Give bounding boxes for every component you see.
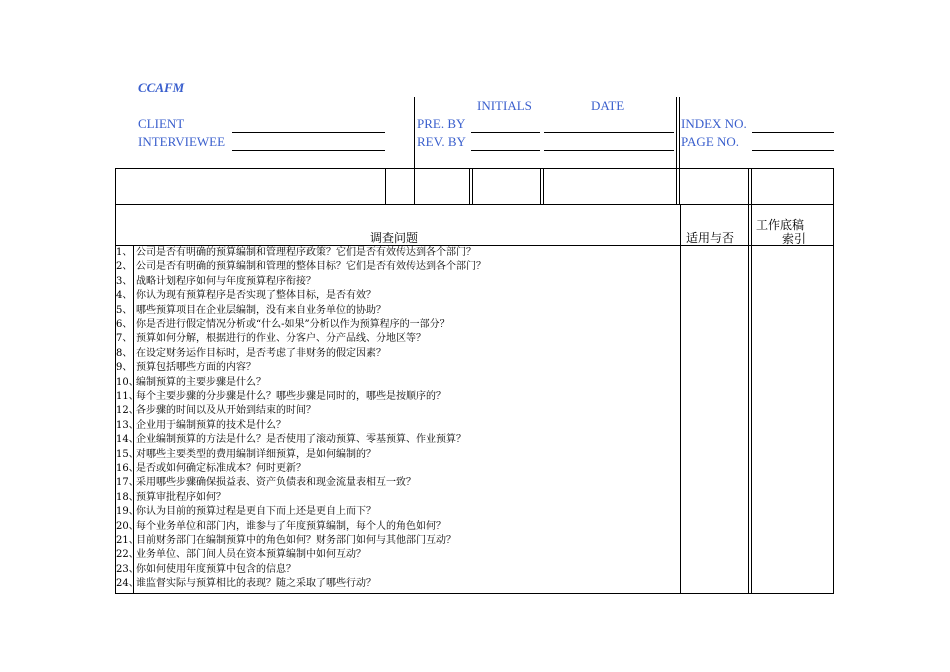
prepared-by-label: PRE. BY: [417, 116, 466, 131]
question-row: [116, 548, 366, 562]
question-row: [116, 563, 296, 577]
question-number: 13、: [116, 419, 139, 431]
question-text: 各步骤的时间以及从开始到结束的时间？: [136, 405, 316, 417]
question-text: 战略计划程序如何与年度预算程序衔接？: [136, 275, 316, 287]
question-row: [116, 534, 456, 548]
question-text: 你是否进行假定情况分析或“什么-如果”分析以作为预算程序的一部分？: [136, 319, 450, 330]
question-row: [116, 347, 386, 361]
reviewed-by-date-line[interactable]: [544, 150, 674, 151]
question-row: [116, 419, 286, 433]
question-text: 你认为现有预算程序是否实现了整体目标，是否有效？: [136, 290, 376, 302]
question-number: 5、: [116, 304, 133, 316]
interviewee-field-line[interactable]: [232, 150, 385, 151]
box-row-top: [115, 168, 834, 169]
question-number: 17、: [116, 477, 139, 489]
reviewed-by-label: REV. BY: [417, 134, 466, 149]
box-divider-4: [540, 168, 541, 204]
question-number: 14、: [116, 434, 139, 446]
interviewee-label: INTERVIEWEE: [138, 134, 226, 149]
question-number: 20、: [116, 520, 139, 532]
question-row: [116, 260, 486, 274]
question-text: 在设定财务运作目标时，是否考虑了非财务的假定因素？: [136, 347, 386, 359]
question-number: 22、: [116, 549, 139, 561]
question-row: [116, 361, 256, 375]
question-row: [116, 448, 376, 462]
question-number: 19、: [116, 506, 139, 518]
question-text: 预算如何分解，根据进行的作业、分客户、分产品线、分地区等？: [136, 333, 426, 345]
page-no-label: PAGE NO.: [681, 134, 740, 149]
question-text: 每个主要步骤的分步骤是什么？哪些步骤是同时的，哪些是按顺序的？: [136, 391, 446, 402]
question-row: [116, 390, 446, 404]
table-right-border: [833, 168, 834, 593]
box-divider-2: [469, 168, 470, 204]
question-row: [116, 318, 450, 332]
question-number: 1、: [116, 247, 133, 258]
header-divider-right-a: [676, 97, 677, 204]
question-row: [116, 275, 316, 289]
question-text: 对哪些主要类型的费用编制详细预算，是如何编制的？: [136, 448, 376, 460]
applicable-column-divider: [680, 204, 681, 593]
box-divider-1: [385, 168, 386, 204]
question-text: 预算审批程序如何？: [136, 491, 226, 503]
question-number: 12、: [116, 405, 139, 417]
header-divider-left: [414, 97, 415, 204]
column-question: 调查问题: [370, 231, 419, 245]
question-number: 6、: [116, 319, 133, 330]
box-divider-3: [472, 168, 473, 204]
initials-label: INITIALS: [477, 98, 532, 113]
box-divider-5: [543, 168, 544, 204]
question-row: [116, 520, 446, 534]
question-number: 8、: [116, 347, 133, 359]
question-row: [116, 577, 376, 591]
question-row: [116, 462, 306, 476]
question-text: 你如何使用年度预算中包含的信息？: [136, 563, 296, 575]
question-text: 谁监督实际与预算相比的表现？随之采取了哪些行动？: [136, 578, 376, 590]
question-row: [116, 376, 266, 390]
client-label: CLIENT: [138, 116, 185, 131]
question-row: [116, 332, 426, 346]
question-text: 你认为目前的预算过程是更自下而上还是更自上而下？: [136, 506, 376, 518]
question-row: [116, 289, 376, 303]
question-number: 18、: [116, 491, 139, 503]
question-text: 预算包括哪些方面的内容？: [136, 362, 256, 374]
question-row: [116, 304, 386, 318]
question-number: 21、: [116, 535, 139, 546]
column-workpaper-line2: 索引: [782, 232, 807, 246]
question-text: 公司是否有明确的预算编制和管理的整体目标？它们是否有效传达到各个部门？: [136, 261, 486, 273]
table-bottom-border: [115, 593, 834, 594]
question-number: 15、: [116, 448, 139, 460]
question-row: [116, 476, 416, 490]
question-number: 3、: [116, 275, 133, 287]
question-text: 公司是否有明确的预算编制和管理程序政策？它们是否有效传达到各个部门？: [136, 247, 476, 258]
client-field-line[interactable]: [232, 132, 385, 133]
question-row: [116, 404, 316, 418]
date-label: DATE: [591, 98, 625, 113]
question-row: [116, 246, 476, 260]
question-text: 目前财务部门在编制预算中的角色如何？财务部门如何与其他部门互动？: [136, 535, 456, 546]
question-number: 9、: [116, 362, 133, 374]
index-no-label: INDEX NO.: [681, 116, 747, 131]
question-row: [116, 505, 376, 519]
table-divider-workpaper-a: [748, 168, 749, 593]
prepared-by-date-line[interactable]: [544, 132, 674, 133]
question-text: 编制预算的主要步骤是什么？: [136, 376, 266, 388]
column-workpaper-line1: 工作底稿: [756, 218, 805, 232]
question-text: 企业编制预算的方法是什么？是否使用了滚动预算、零基预算、作业预算？: [136, 434, 466, 446]
question-row: [116, 433, 466, 447]
question-number: 24、: [116, 578, 139, 590]
brand-title: CCAFM: [138, 80, 185, 95]
question-number: 23、: [116, 563, 139, 575]
question-text: 哪些预算项目在企业层编制，没有来自业务单位的协助？: [136, 304, 386, 316]
question-number: 2、: [116, 261, 133, 273]
header-divider-right-b: [679, 97, 680, 204]
question-number: 7、: [116, 333, 133, 345]
question-text: 是否或如何确定标准成本？何时更新？: [136, 463, 306, 474]
column-applicable: 适用与否: [686, 231, 735, 245]
question-text: 业务单位、部门间人员在资本预算编制中如何互动？: [136, 549, 366, 561]
prepared-by-initials-line[interactable]: [471, 132, 540, 133]
question-number: 11、: [116, 391, 139, 402]
index-no-field-line[interactable]: [752, 132, 834, 133]
question-number: 4、: [116, 290, 133, 302]
table-divider-workpaper-b: [751, 168, 752, 593]
question-row: [116, 491, 226, 505]
question-number: 16、: [116, 463, 139, 474]
reviewed-by-initials-line[interactable]: [471, 150, 540, 151]
page-no-field-line[interactable]: [752, 150, 834, 151]
question-text: 采用哪些步骤确保损益表、资产负债表和现金流量表相互一致？: [136, 477, 416, 489]
box-row-bottom: [115, 204, 834, 205]
question-text: 每个业务单位和部门内，谁参与了年度预算编制，每个人的角色如何？: [136, 520, 446, 532]
question-text: 企业用于编制预算的技术是什么？: [136, 419, 286, 431]
question-number: 10、: [116, 376, 139, 388]
